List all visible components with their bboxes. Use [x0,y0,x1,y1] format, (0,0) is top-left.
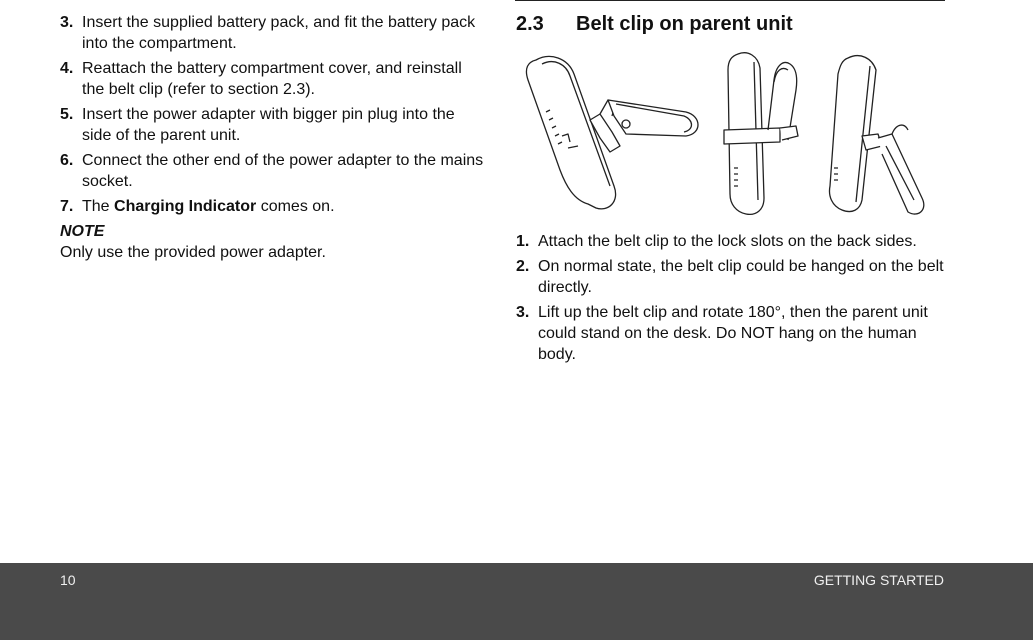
step-text [82,196,485,217]
step-text: Connect the other end of the power adapter to the mains socket. [82,152,484,190]
chapter-title: GETTING STARTED [813,572,944,588]
step-number: 4. [60,60,74,77]
left-column [60,12,485,263]
right-column [516,12,956,369]
belt-clip-illustration [516,50,936,216]
step-3-right [516,302,956,365]
parent-unit-side-view [724,53,798,215]
step-5 [60,104,485,146]
section-title: Belt clip on parent unit [576,13,793,35]
step-number: 3. [516,304,530,321]
top-rule [515,0,945,1]
step-text: Insert the supplied battery pack, and fit the battery pack into the compartment. [82,14,476,52]
step-number: 3. [60,14,74,31]
step-1 [516,231,956,252]
step-text: Insert the power adapter with bigger pin plug into the side of the parent unit. [82,106,455,144]
step-number: 1. [516,233,530,250]
charging-indicator-term: Charging Indicator [114,198,257,215]
step-2 [516,256,956,298]
step-text-pre: The [82,198,115,215]
note-title: NOTE [60,223,105,240]
step-4 [60,58,485,100]
step-text-post: comes on. [256,198,335,215]
section-heading [516,12,956,36]
step-6 [60,150,485,192]
step-text: Lift up the belt clip and rotate 180°, then the parent unit could stand on the desk. Do NOT hang on the human body. [538,304,928,363]
step-text: On normal state, the belt clip could be hanged on the belt directly. [538,258,944,296]
section-number: 2.3 [516,13,544,35]
parent-unit-clip-extended [526,56,698,208]
page-number: 10 [60,572,76,588]
step-3 [60,12,485,54]
step-number: 6. [60,152,74,169]
step-text: Attach the belt clip to the lock slots on the back sides. [538,233,917,250]
parent-unit-standing [830,56,924,214]
note-text: Only use the provided power adapter. [60,244,326,261]
step-number: 7. [60,198,74,215]
page-footer [0,563,1033,640]
step-number: 2. [516,258,530,275]
step-7 [60,196,485,217]
step-number: 5. [60,106,74,123]
step-text: Reattach the battery compartment cover, and reinstall the belt clip (refer to section 2.3). [82,60,462,98]
